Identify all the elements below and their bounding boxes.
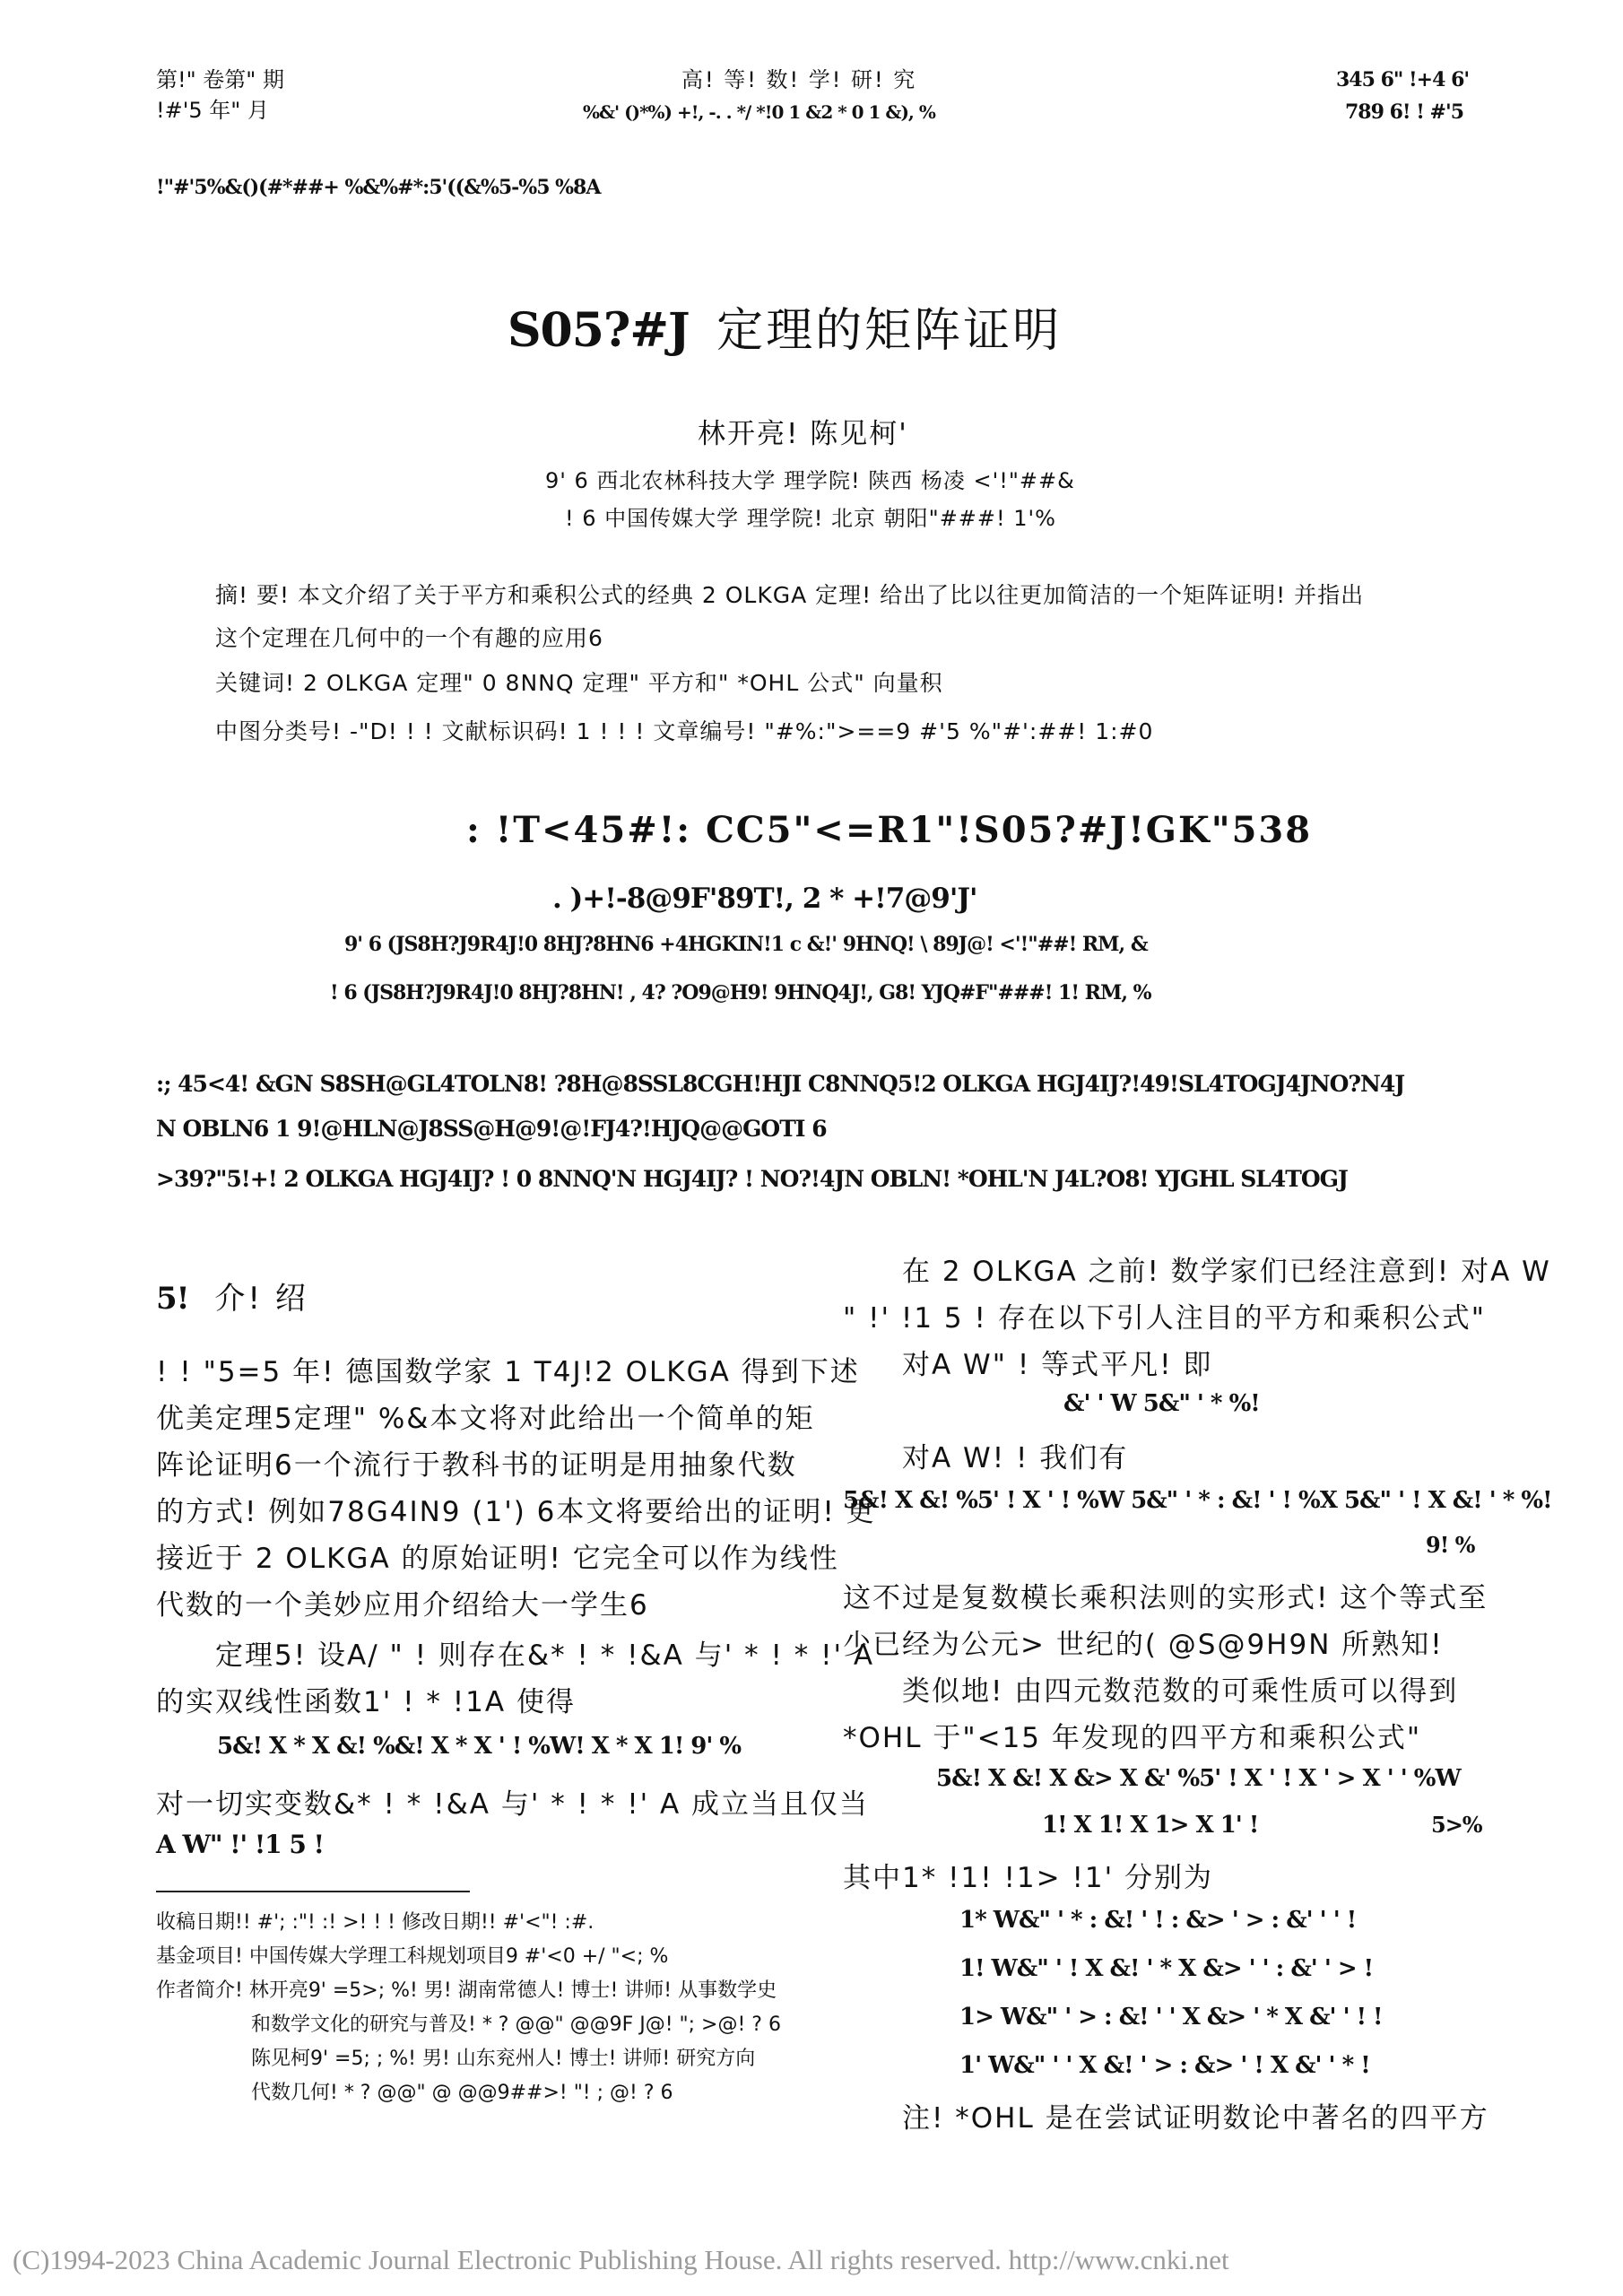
english-keywords: >39?"5!+! 2 OLKGA HGJ4IJ? ! 0 8NNQ'N HGJ4IJ? ! NO?!4JN OBLN! *OHL'N J4L?O8! YJGHL SL4TOGJ [156,1166,1348,1192]
footnote-author1-b: 和数学文化的研究与普及! * ? @@" @@9F J@! "; >@! ? 6 [251,2013,781,2036]
right-para-line: " !' !1 5 ! 存在以下引人注目的平方和乘积公式" [843,1302,1487,1335]
equation-c-line2: 1! X 1! X 1> X 1' ! [1042,1812,1259,1839]
right-para-line: 对A W" ! 等式平凡! 即 [902,1349,1213,1381]
left-para-line: 代数的一个美妙应用介绍给大一学生6 [156,1589,649,1622]
footnote-fund: 基金项目! 中国传媒大学理工科规划项目9 #'<0 +/ "<; % [156,1945,669,1968]
title-chinese: 定理的矩阵证明 [716,304,1063,358]
title-garbled: S05?#J [508,303,690,358]
english-affiliation-1: 9' 6 (JS8H?J9R4J!0 8HJ?8HN6 +4HGKIN!1 c &!' 9HNQ! \ 89J@! <'!"##! RM, & [344,933,1148,956]
journal-vol-en: 345 6" !+4 6' [1336,68,1470,91]
equation-c-number: 5>% [1431,1812,1482,1838]
footnote-author2-b: 代数几何! * ? @@" @ @@9##>! "! ; @! ? 6 [251,2082,673,2104]
abstract-cn-line1: 摘! 要! 本文介绍了关于平方和乘积公式的经典 2 OLKGA 定理! 给出了比以往更加简洁的一个矩阵证明! 并指出 [215,582,1365,608]
equation-c-line1: 5&! X &! X &> X &' %5' ! X ' ! X ' > X ' ' %W [936,1765,1461,1792]
author-affiliation-1: 9' 6 西北农林科技大学 理学院! 陕西 杨凌 <'!"##& [545,468,1075,493]
equation-b-number: 9! % [1426,1532,1475,1558]
left-para-line: 优美定理5定理" %&本文将对此给出一个简单的矩 [156,1403,815,1435]
equation-a: &' ' W 5&" ' * %! [1063,1390,1260,1417]
theorem-statement-2: 的实双线性函数1' ! * !1A 使得 [156,1686,576,1718]
theorem-statement: 定理5! 设A/ " ! 则存在&* ! * !&A 与' * ! * !' A [215,1639,875,1672]
left-para-line: 阵论证明6一个流行于教科书的证明是用抽象代数 [156,1449,797,1482]
right-para-line: 类似地! 由四元数范数的可乘性质可以得到 [902,1675,1459,1708]
english-authors: . )+!-8@9F'89T!, 2 * +!7@9'J' [552,883,977,915]
keywords-cn: 关键词! 2 OLKGA 定理" 0 8NNQ 定理" 平方和" *OHL 公式" 向量积 [215,670,943,696]
definition-4: 1' W&" ' ' X &! ' > : &> ' ! X &' ' * ! [959,2052,1370,2079]
left-para-line: 的方式! 例如78G4IN9 (1') 6本文将要给出的证明! 更 [156,1496,876,1528]
definition-3: 1> W&" ' > : &! ' ' X &> ' * X &' ' ! ! [959,2004,1383,2031]
footnote-author2: 陈见柯9' =5; ; %! 男! 山东兖州人! 博士! 讲师! 研究方向 [251,2048,756,2070]
paper-title [508,292,1062,360]
definition-1: 1* W&" ' * : &! ' ! : &> ' > : &' ' ' ! [959,1907,1357,1934]
doi-line: !"#'5%&()(#*##+ %&%#*:5'((&%5-%5 %8A [156,176,601,199]
footnote-received: 收稿日期!! #'; :"! :! >! ! ! 修改日期!! #'<"! :#. [156,1911,595,1934]
right-para-line: 在 2 OLKGA 之前! 数学家们已经注意到! 对A W [902,1256,1551,1288]
section-number: 5! [156,1281,189,1317]
journal-date-en: 789 6! ! #'5 [1345,100,1463,124]
classification-cn: 中图分类号! -"D! ! ! 文献标识码! 1 ! ! ! 文章编号! "#%:">==9 #'5 %"#':##! 1:#0 [215,718,1154,744]
english-abstract-line1: :; 45<4! &GN S8SH@GL4TOLN8! ?8H@8SSL8CGH!HJI C8NNQ5!2 OLKGA HGJ4IJ?!49!SL4TOGJ4JNO?N4J [156,1071,1405,1097]
equation-b: 5&! X &! %5' ! X ' ! %W 5&" ' * : &! ' ! %X 5&" ' ! X &! ' * %! [843,1487,1552,1514]
right-para-line: 这不过是复数模长乘积法则的实形式! 这个等式至 [843,1582,1488,1614]
journal-year-month: !#'5 年" 月 [156,98,269,123]
right-para-line: 对A W! ! 我们有 [902,1442,1129,1474]
journal-name-en: %&' ()*%) +!, -. . */ *!0 1 &2 * 0 1 &), % [583,101,935,123]
left-para-line: 接近于 2 OLKGA 的原始证明! 它完全可以作为线性 [156,1543,839,1575]
section-title: 介! 绍 [214,1281,308,1317]
author-affiliation-2: ! 6 中国传媒大学 理学院! 北京 朝阳"###! 1'% [565,506,1056,531]
journal-volume-issue: 第!" 卷第" 期 [156,67,284,92]
left-para-line: ! ! "5=5 年! 德国数学家 1 T4J!2 OLKGA 得到下述 [156,1356,860,1388]
copyright-notice: (C)1994-2023 China Academic Journal Electronic Publishing House. All rights reserved. http://www.cnki.net [13,2244,1229,2275]
left-para-line: 对一切实变数&* ! * !&A 与' * ! * !' A 成立当且仅当 [156,1788,870,1821]
right-para-line: 少已经为公元> 世纪的( @S@9H9N 所熟知! [843,1629,1444,1661]
english-abstract-line2: N OBLN6 1 9!@HLN@J8SS@H@9!@!FJ4?!HJQ@@GOTI 6 [156,1116,827,1142]
abstract-cn-line2: 这个定理在几何中的一个有趣的应用6 [215,625,603,651]
section-heading [156,1274,308,1318]
journal-name-cn: 高! 等! 数! 学! 研! 究 [681,67,917,92]
footnote-author1: 作者简介! 林开亮9' =5>; %! 男! 湖南常德人! 博士! 讲师! 从事数学史 [156,1979,777,2002]
definition-2: 1! W&" ' ! X &! ' * X &> ' ' : &' ' > ! [959,1955,1374,1982]
right-para-line: 注! *OHL 是在尝试证明数论中著名的四平方 [902,2102,1489,2135]
right-para-line: *OHL 于"<15 年发现的四平方和乘积公式" [843,1722,1422,1754]
right-para-line: 其中1* !1! !1> !1' 分别为 [843,1862,1214,1894]
equation-1: 5&! X * X &! %&! X * X ' ! %W! X * X 1! 9' % [217,1733,742,1760]
author-names: 林开亮! 陈见柯' [698,418,908,450]
english-affiliation-2: ! 6 (JS8H?J9R4J!0 8HJ?8HN! , 4? ?O9@H9! 9HNQ4J!, G8! YJQ#F"###! 1! RM, % [330,981,1151,1004]
footnote-divider [156,1891,470,1892]
english-title: : !T<45#!: CC5"<=R1"!S05?#J!GK"538 [466,809,1313,851]
left-para-line: A W" !' !1 5 ! [156,1830,324,1859]
